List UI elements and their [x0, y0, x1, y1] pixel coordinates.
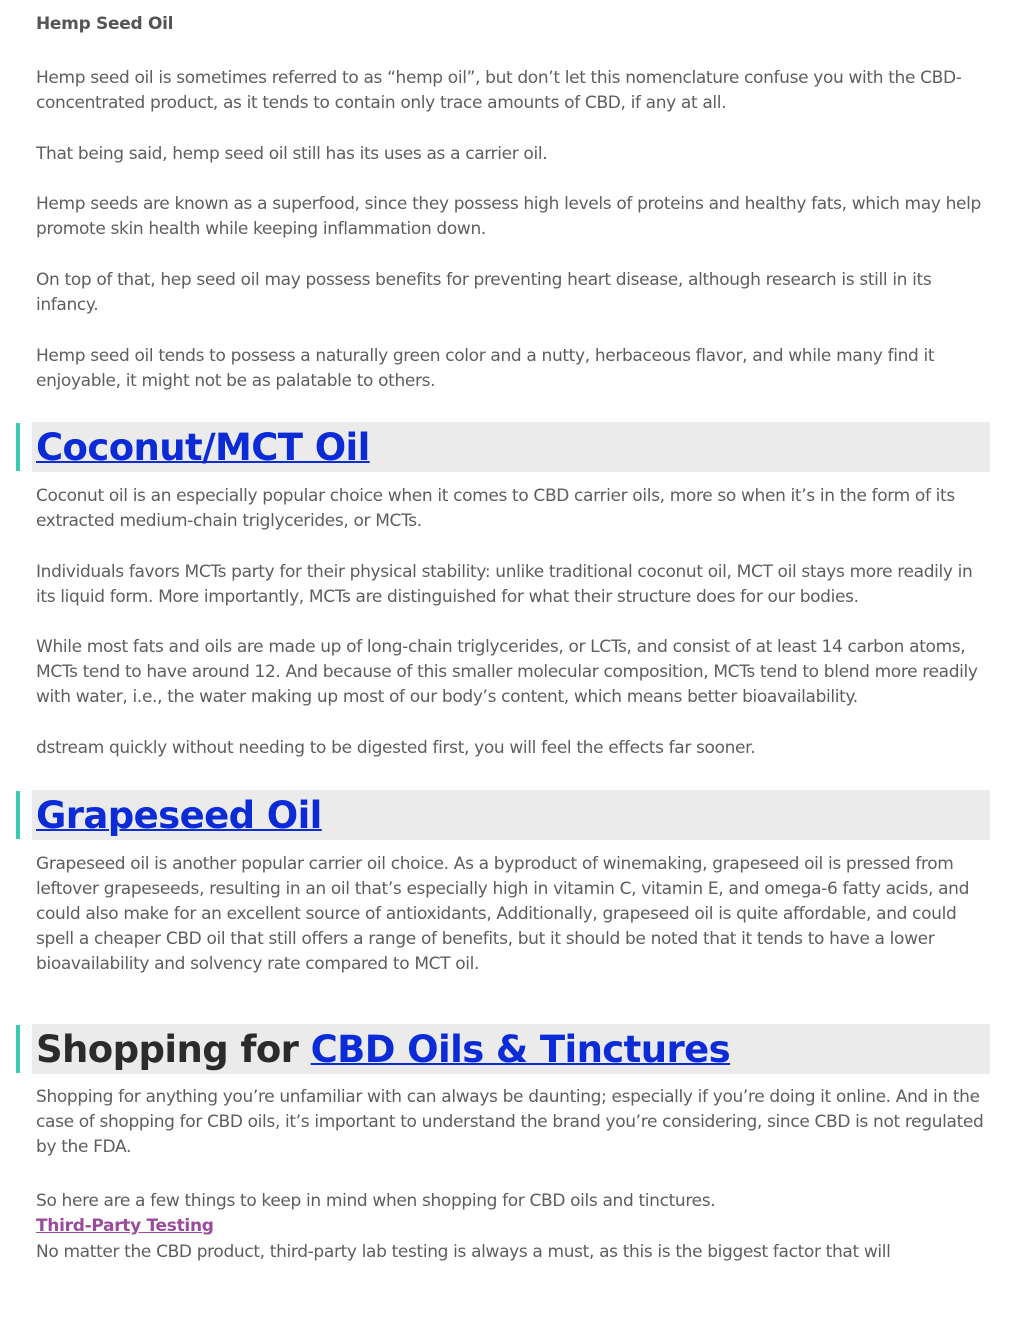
shopping-heading	[36, 1025, 730, 1075]
coconut-paragraph-3: While most fats and oils are made up of long-chain triglycerides, or LCTs, and consist of at least 14 carbon atoms, MCTs tend to have around 12. And because of this smaller molecular composition, MCTs tend to blend more readily with water, i.e., the water making up most of our body’s content, which means better bioavailability.	[36, 637, 978, 707]
grapeseed-paragraph-1: Grapeseed oil is another popular carrier oil choice. As a byproduct of winemaking, grapeseed oil is pressed from leftover grapeseeds, resulting in an oil that’s especially high in vitamin C, vitamin E, and omega-6 fatty acids, and could also make for an excellent source of antioxidants, Additionally, grapeseed oil is quite affordable, and could spell a cheaper CBD oil that still offers a range of benefits, but it should be noted that it tends to have a lower bioavailability and solvency rate compared to MCT oil.	[36, 854, 970, 974]
shopping-heading-accent	[16, 1025, 20, 1073]
coconut-paragraph-4: dstream quickly without needing to be digested first, you will feel the effects far sooner.	[36, 738, 756, 758]
coconut-paragraph-1: Coconut oil is an especially popular choice when it comes to CBD carrier oils, more so when it’s in the form of its extracted medium-chain triglycerides, or MCTs.	[36, 486, 955, 531]
shopping-heading-prefix: Shopping for	[36, 1028, 311, 1071]
grapeseed-heading-accent	[16, 791, 20, 839]
hemp-paragraph-4: On top of that, hep seed oil may possess benefits for preventing heart disease, although research is still in its infancy.	[36, 270, 932, 315]
hemp-seed-oil-title: Hemp Seed Oil	[36, 14, 174, 34]
hemp-paragraph-1: Hemp seed oil is sometimes referred to as “hemp oil”, but don’t let this nomenclature confuse you with the CBD-concentrated product, as it tends to contain only trace amounts of CBD, if any at all.	[36, 68, 962, 113]
third-party-testing-link[interactable]: Third-Party Testing	[36, 1216, 214, 1236]
grapeseed-heading	[36, 791, 322, 841]
hemp-paragraph-2: That being said, hemp seed oil still has its uses as a carrier oil.	[36, 144, 548, 164]
coconut-heading-link[interactable]: Coconut/MCT Oil	[36, 426, 370, 469]
hemp-paragraph-5: Hemp seed oil tends to possess a naturally green color and a nutty, herbaceous flavor, and while many find it enjoyable, it might not be as palatable to others.	[36, 346, 935, 391]
coconut-heading	[36, 423, 370, 473]
shopping-paragraph-2: So here are a few things to keep in mind when shopping for CBD oils and tinctures.	[36, 1191, 716, 1211]
grapeseed-heading-link[interactable]: Grapeseed Oil	[36, 794, 322, 837]
coconut-heading-accent	[16, 423, 20, 471]
shopping-paragraph-1: Shopping for anything you’re unfamiliar with can always be daunting; especially if you’re doing it online. And in the case of shopping for CBD oils, it’s important to understand the brand you’re considering, since CBD is not regulated by the FDA.	[36, 1087, 984, 1157]
hemp-paragraph-3: Hemp seeds are known as a superfood, since they possess high levels of proteins and healthy fats, which may help promote skin health while keeping inflammation down.	[36, 194, 981, 239]
coconut-paragraph-2: Individuals favors MCTs party for their physical stability: unlike traditional coconut oil, MCT oil stays more readily in its liquid form. More importantly, MCTs are distinguished for what their structure does for our bodies.	[36, 562, 973, 607]
shopping-heading-link[interactable]: CBD Oils & Tinctures	[310, 1028, 731, 1071]
shopping-paragraph-3: No matter the CBD product, third-party lab testing is always a must, as this is the biggest factor that will	[36, 1242, 891, 1262]
